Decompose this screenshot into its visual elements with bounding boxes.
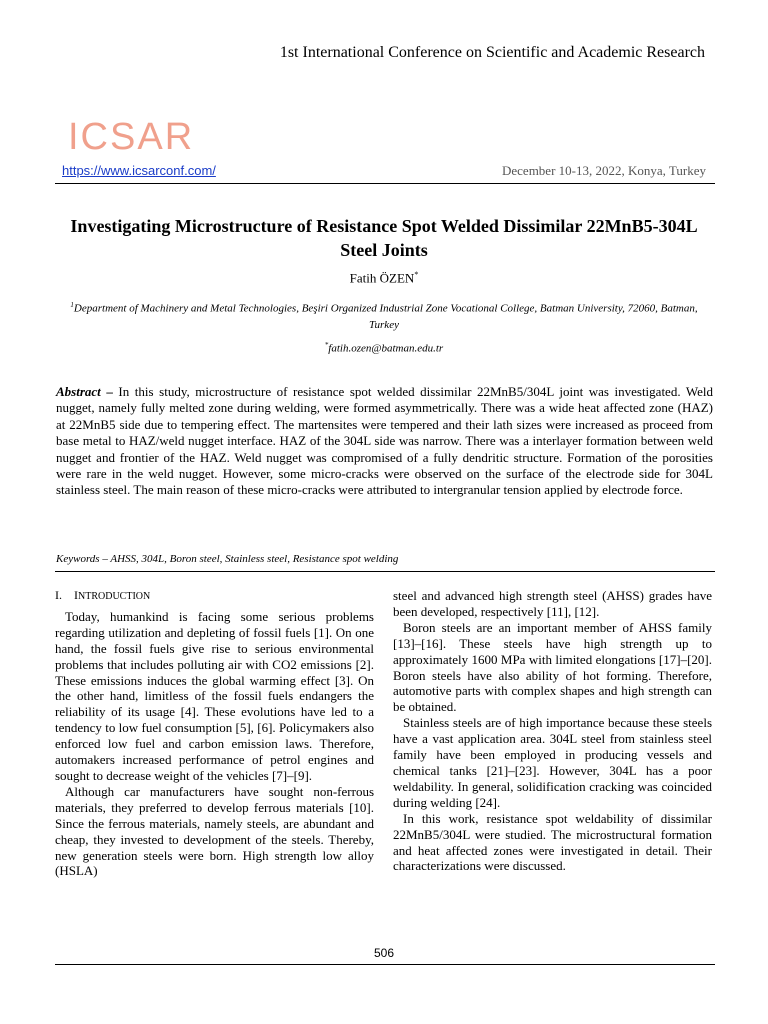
affiliation bbox=[56, 297, 712, 333]
abstract-text: In this study, microstructure of resistance spot welded dissimilar 22MnB5/304L joint was investigated. Weld nugget, namely fully melted zone during welding, were formed asymmetrically. There was a wide heat affected zone (HAZ) at 22MnB5 side due to tempering effect. The martensites were tempered and their lath sizes were increased as proceed from base metal to HAZ/weld nugget interface. HAZ of the 304L side was narrow. There was a interlayer formation between weld nugget and frontier of the HAZ. Weld nugget was compromised of a fully dendritic structure. Formation of the porosities were rare in the weld nugget. However, some micro-cracks were observed on the surface of the electrode side for 304L stainless steel. The main reason of these micro-cracks were attributed to intergranular tension applied by electrode force. bbox=[56, 384, 714, 498]
page-number: 506 bbox=[373, 946, 395, 960]
conference-date-location: December 10-13, 2022, Konya, Turkey bbox=[502, 163, 706, 178]
conference-url-link[interactable]: https://www.icsarconf.com/ bbox=[62, 163, 216, 178]
author-line bbox=[0, 270, 768, 286]
section-first-letter: I bbox=[74, 588, 78, 602]
right-column bbox=[393, 588, 712, 874]
section-heading bbox=[55, 588, 374, 605]
body-paragraph: In this work, resistance spot weldability of dissimilar 22MnB5/304L were studied. The microstructural formation and heat affected zones were investigated in detail. Their characterizations were discussed. bbox=[393, 810, 712, 874]
abstract-label: Abstract bbox=[56, 384, 101, 399]
footer-divider bbox=[55, 964, 715, 965]
body-paragraph: Although car manufacturers have sought non-ferrous materials, they preferred to develop ferrous materials [10]. Since the ferrous materials, namely steels, are abundant and cheap, they invested to development of the steels. Thereby, new generation steels were born. High strength low alloy (HSLA) bbox=[55, 783, 374, 879]
body-paragraph-continued: steel and advanced high strength steel (AHSS) grades have been developed, respectively [11], [12]. bbox=[393, 588, 712, 619]
left-column bbox=[55, 588, 374, 879]
email-mark: * bbox=[324, 341, 329, 349]
icsar-logo: ICSAR bbox=[68, 116, 195, 158]
abstract-dash: – bbox=[100, 384, 119, 399]
body-paragraph: Boron steels are an important member of AHSS family [13]–[16]. These steels have high strength up to approximately 1600 MPa with limited elongations [17]–[20]. Boron steels have also ability of hot forming. Therefore, automotive parts with complex shapes and high strength can be obtained. bbox=[393, 619, 712, 715]
body-paragraph: Stainless steels are of high importance because these steels have a vast application area. 304L steel from stainless steel family have been employed in producing vessels and chemical tanks [21]–[23]. However, 304L has a poor weldability. In general, solidification cracking was coincided during welding [24]. bbox=[393, 715, 712, 810]
author-mark: * bbox=[414, 270, 419, 279]
affiliation-mark: 1 bbox=[70, 301, 74, 309]
email-line bbox=[0, 341, 768, 355]
keywords: Keywords – AHSS, 304L, Boron steel, Stainless steel, Resistance spot welding bbox=[56, 553, 399, 565]
body-paragraph: Today, humankind is facing some serious problems regarding utilization and depleting of fossil fuels [1]. On one hand, the fossil fuels give rise to serious environmental problems that includes polluting air with CO2 emissions [2]. These emissions induces the global warming effect [3]. On the other hand, limitless of the fossil fuels endangers the reliability of its usage [4]. These evolutions have led to a tendency to low fuel consumption [5], [6]. Policymakers also enforced low fuel and carbon emission laws. Therefore, automakers increased performance of petrol engines and sought to decrease weight of the vehicles [7]–[9]. bbox=[55, 608, 374, 783]
paper-title: Investigating Microstructure of Resistance Spot Welded Dissimilar 22MnB5-304L Steel Joints bbox=[70, 216, 698, 260]
affiliation-text: Department of Machinery and Metal Technologies, Beşiri Organized Industrial Zone Vocational College, Batman University, 72060, Batman, Turkey bbox=[73, 302, 698, 331]
keywords-divider bbox=[55, 571, 715, 572]
header-divider bbox=[55, 183, 715, 184]
abstract bbox=[56, 384, 713, 499]
section-title-rest: NTRODUCTION bbox=[78, 591, 151, 602]
section-number: I. bbox=[55, 588, 62, 602]
author-name: Fatih ÖZEN bbox=[349, 270, 415, 286]
conference-title: 1st International Conference on Scientific and Academic Research bbox=[279, 44, 705, 61]
author-email[interactable]: fatih.ozen@batman.edu.tr bbox=[328, 342, 444, 355]
